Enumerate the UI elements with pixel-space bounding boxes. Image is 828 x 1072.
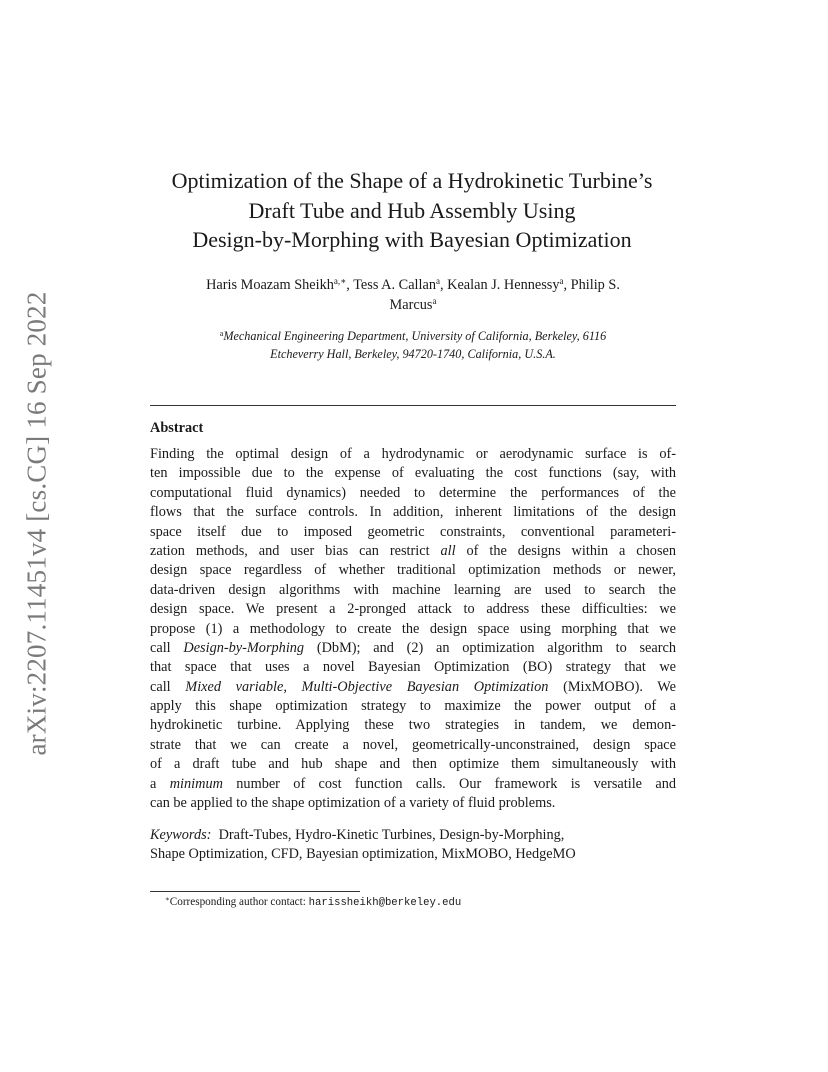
author-name: Haris Moazam Sheikh: [206, 277, 334, 293]
abstract-line: [150, 775, 676, 794]
abstract-body: [150, 445, 676, 813]
abstract-line: [150, 542, 676, 561]
affiliation-mark: a: [219, 329, 224, 338]
paper-title: [110, 166, 714, 255]
abstract-emphasis: Design-by-Morphing: [183, 639, 305, 656]
author-separator: ,: [439, 277, 448, 293]
abstract-line: of a draft tube and hub shape and then optimize them simultaneously with: [150, 756, 676, 773]
abstract-top-rule: [150, 405, 676, 406]
title-line-1: Optimization of the Shape of a Hydrokinetic Turbine’s: [171, 168, 653, 193]
abstract-line: apply this shape optimization strategy to maximize the power output of a: [150, 698, 676, 715]
abstract-line: flows that the surface controls. In addition, inherent limitations of the design: [150, 504, 676, 521]
author-mark: a: [559, 276, 564, 286]
abstract-line: ten impossible due to the expense of evaluating the cost functions (say, with: [150, 465, 676, 482]
abstract-emphasis: all: [440, 542, 456, 559]
footnote-mark: ∗: [165, 895, 170, 903]
title-line-3: Design-by-Morphing with Bayesian Optimization: [192, 227, 632, 252]
affiliation-line-1: [150, 327, 676, 345]
abstract-line: can be applied to the shape optimization of a variety of fluid problems.: [150, 795, 556, 812]
abstract-line: [150, 678, 676, 697]
footnote-rule: [150, 891, 360, 892]
author-email: harissheikh@berkeley.edu: [308, 897, 462, 909]
author-line-2: [150, 295, 676, 315]
abstract-line: hydrokinetic turbine. Applying these two strategies in tandem, we demon-: [150, 717, 676, 734]
affiliation-text: Mechanical Engineering Department, University of California, Berkeley, 6116: [223, 329, 607, 343]
abstract-emphasis: Mixed variable, Multi-Objective Bayesian Optimization: [185, 678, 549, 695]
keywords-text: Draft-Tubes, Hydro-Kinetic Turbines, Design-by-Morphing,: [211, 827, 565, 843]
title-line-2: Draft Tube and Hub Assembly Using: [248, 197, 576, 223]
author-line-1: [150, 275, 676, 295]
abstract-line: that space that uses a novel Bayesian Optimization (BO) strategy that we: [150, 659, 676, 676]
author-name: Tess A. Callan: [353, 277, 436, 293]
author-mark: a: [432, 296, 437, 306]
abstract-text: (DbM); and (2) an optimization algorithm to search: [304, 639, 676, 656]
footnote: [165, 896, 461, 909]
abstract-text: number of cost function calls. Our framework is versatile and: [222, 775, 677, 792]
abstract-text: zation methods, and user bias can restrict: [150, 542, 441, 559]
abstract-line: computational fluid dynamics) needed to determine the performances of the: [150, 484, 676, 501]
arxiv-identifier: arXiv:2207.11451v4 [cs.CG] 16 Sep 2022: [21, 291, 52, 756]
author-mark: a: [435, 276, 440, 286]
abstract-heading: Abstract: [150, 420, 204, 436]
abstract-emphasis: minimum: [169, 775, 223, 792]
affiliation: [150, 327, 676, 363]
abstract-text: of the designs within a chosen: [455, 542, 677, 559]
author-name: Philip S.: [570, 277, 620, 293]
author-separator: ,: [563, 277, 571, 293]
keywords-line-2: Shape Optimization, CFD, Bayesian optimization, MixMOBO, HedgeMO: [150, 846, 576, 863]
abstract-text: (MixMOBO). We: [548, 678, 676, 695]
affiliation-line-2: Etcheverry Hall, Berkeley, 94720-1740, California, U.S.A.: [270, 347, 556, 361]
author-name: Marcus: [389, 297, 433, 313]
author-separator: ,: [346, 277, 354, 293]
footnote-text: Corresponding author contact:: [169, 896, 309, 908]
abstract-line: [150, 639, 676, 658]
author-mark: a,∗: [333, 276, 347, 286]
author-name: Kealan J. Hennessy: [447, 277, 560, 293]
abstract-line: space itself due to imposed geometric constraints, conventional parameteri-: [150, 523, 676, 540]
abstract-text: call: [150, 639, 184, 656]
arxiv-stamp: [20, 286, 54, 761]
abstract-line: design space. We present a 2-pronged attack to address these difficulties: we: [150, 601, 676, 618]
abstract-line: Finding the optimal design of a hydrodynamic or aerodynamic surface is of-: [150, 446, 676, 462]
author-list: [150, 275, 676, 315]
abstract-line: design space regardless of whether traditional optimization methods or newer,: [150, 562, 676, 579]
abstract-text: call: [150, 678, 186, 695]
keywords-label: Keywords:: [150, 827, 212, 843]
keywords: [150, 826, 676, 865]
abstract-line: strate that we can create a novel, geometrically-unconstrained, design space: [150, 736, 676, 753]
abstract-text: a: [150, 775, 170, 792]
abstract-line: data-driven design algorithms with machine learning are used to search the: [150, 581, 676, 598]
keywords-line-1: [150, 826, 676, 845]
abstract-line: propose (1) a methodology to create the design space using morphing that we: [150, 620, 676, 637]
